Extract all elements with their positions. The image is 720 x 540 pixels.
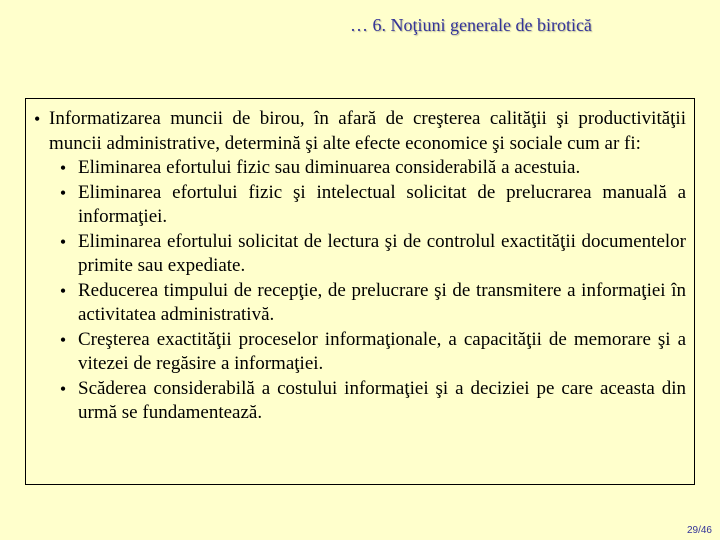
list-item-text: Scăderea considerabilă a costului informaţiei şi a deciziei pe care aceasta din urmă se fundamentează. xyxy=(78,377,686,423)
bullet-icon: • xyxy=(59,182,67,203)
bullet-icon: • xyxy=(59,280,67,301)
page-number: 29/46 xyxy=(686,525,712,536)
effects-list xyxy=(34,156,686,426)
slide-title: … 6. Noţiuni generale de birotică xyxy=(350,15,592,35)
list-item xyxy=(48,181,686,230)
content-box xyxy=(25,98,695,485)
list-item xyxy=(48,377,686,426)
list-item-text: Eliminarea efortului solicitat de lectura şi de controlul exactităţii documentelor primite sau expediate. xyxy=(78,230,686,276)
list-item-text: Eliminarea efortului fizic sau diminuarea considerabilă a acestuia. xyxy=(78,157,581,178)
list-item-text: Eliminarea efortului fizic şi intelectual solicitat de prelucrarea manuală a informaţiei. xyxy=(78,181,686,227)
bullet-icon: • xyxy=(59,231,67,252)
list-item xyxy=(48,279,686,328)
list-item xyxy=(48,328,686,377)
bullet-icon: • xyxy=(59,329,67,350)
list-item xyxy=(48,230,686,279)
bullet-icon: • xyxy=(59,158,67,178)
intro-paragraph xyxy=(34,107,686,156)
list-item-text: Creşterea exactităţii proceselor informaţionale, a capacităţii de memorare şi a vitezei de regăsire a informaţiei. xyxy=(78,328,686,374)
intro-text: Informatizarea muncii de birou, în afară de creşterea calităţii şi productivităţii muncii administrative, determină şi alte efecte economice şi sociale cum ar fi: xyxy=(49,108,686,154)
bullet-icon: • xyxy=(34,109,41,129)
list-item-text: Reducerea timpului de recepţie, de prelucrare şi de transmitere a informaţiei în activitatea administrativă. xyxy=(78,279,686,325)
bullet-icon: • xyxy=(59,378,67,399)
list-item xyxy=(48,156,686,181)
